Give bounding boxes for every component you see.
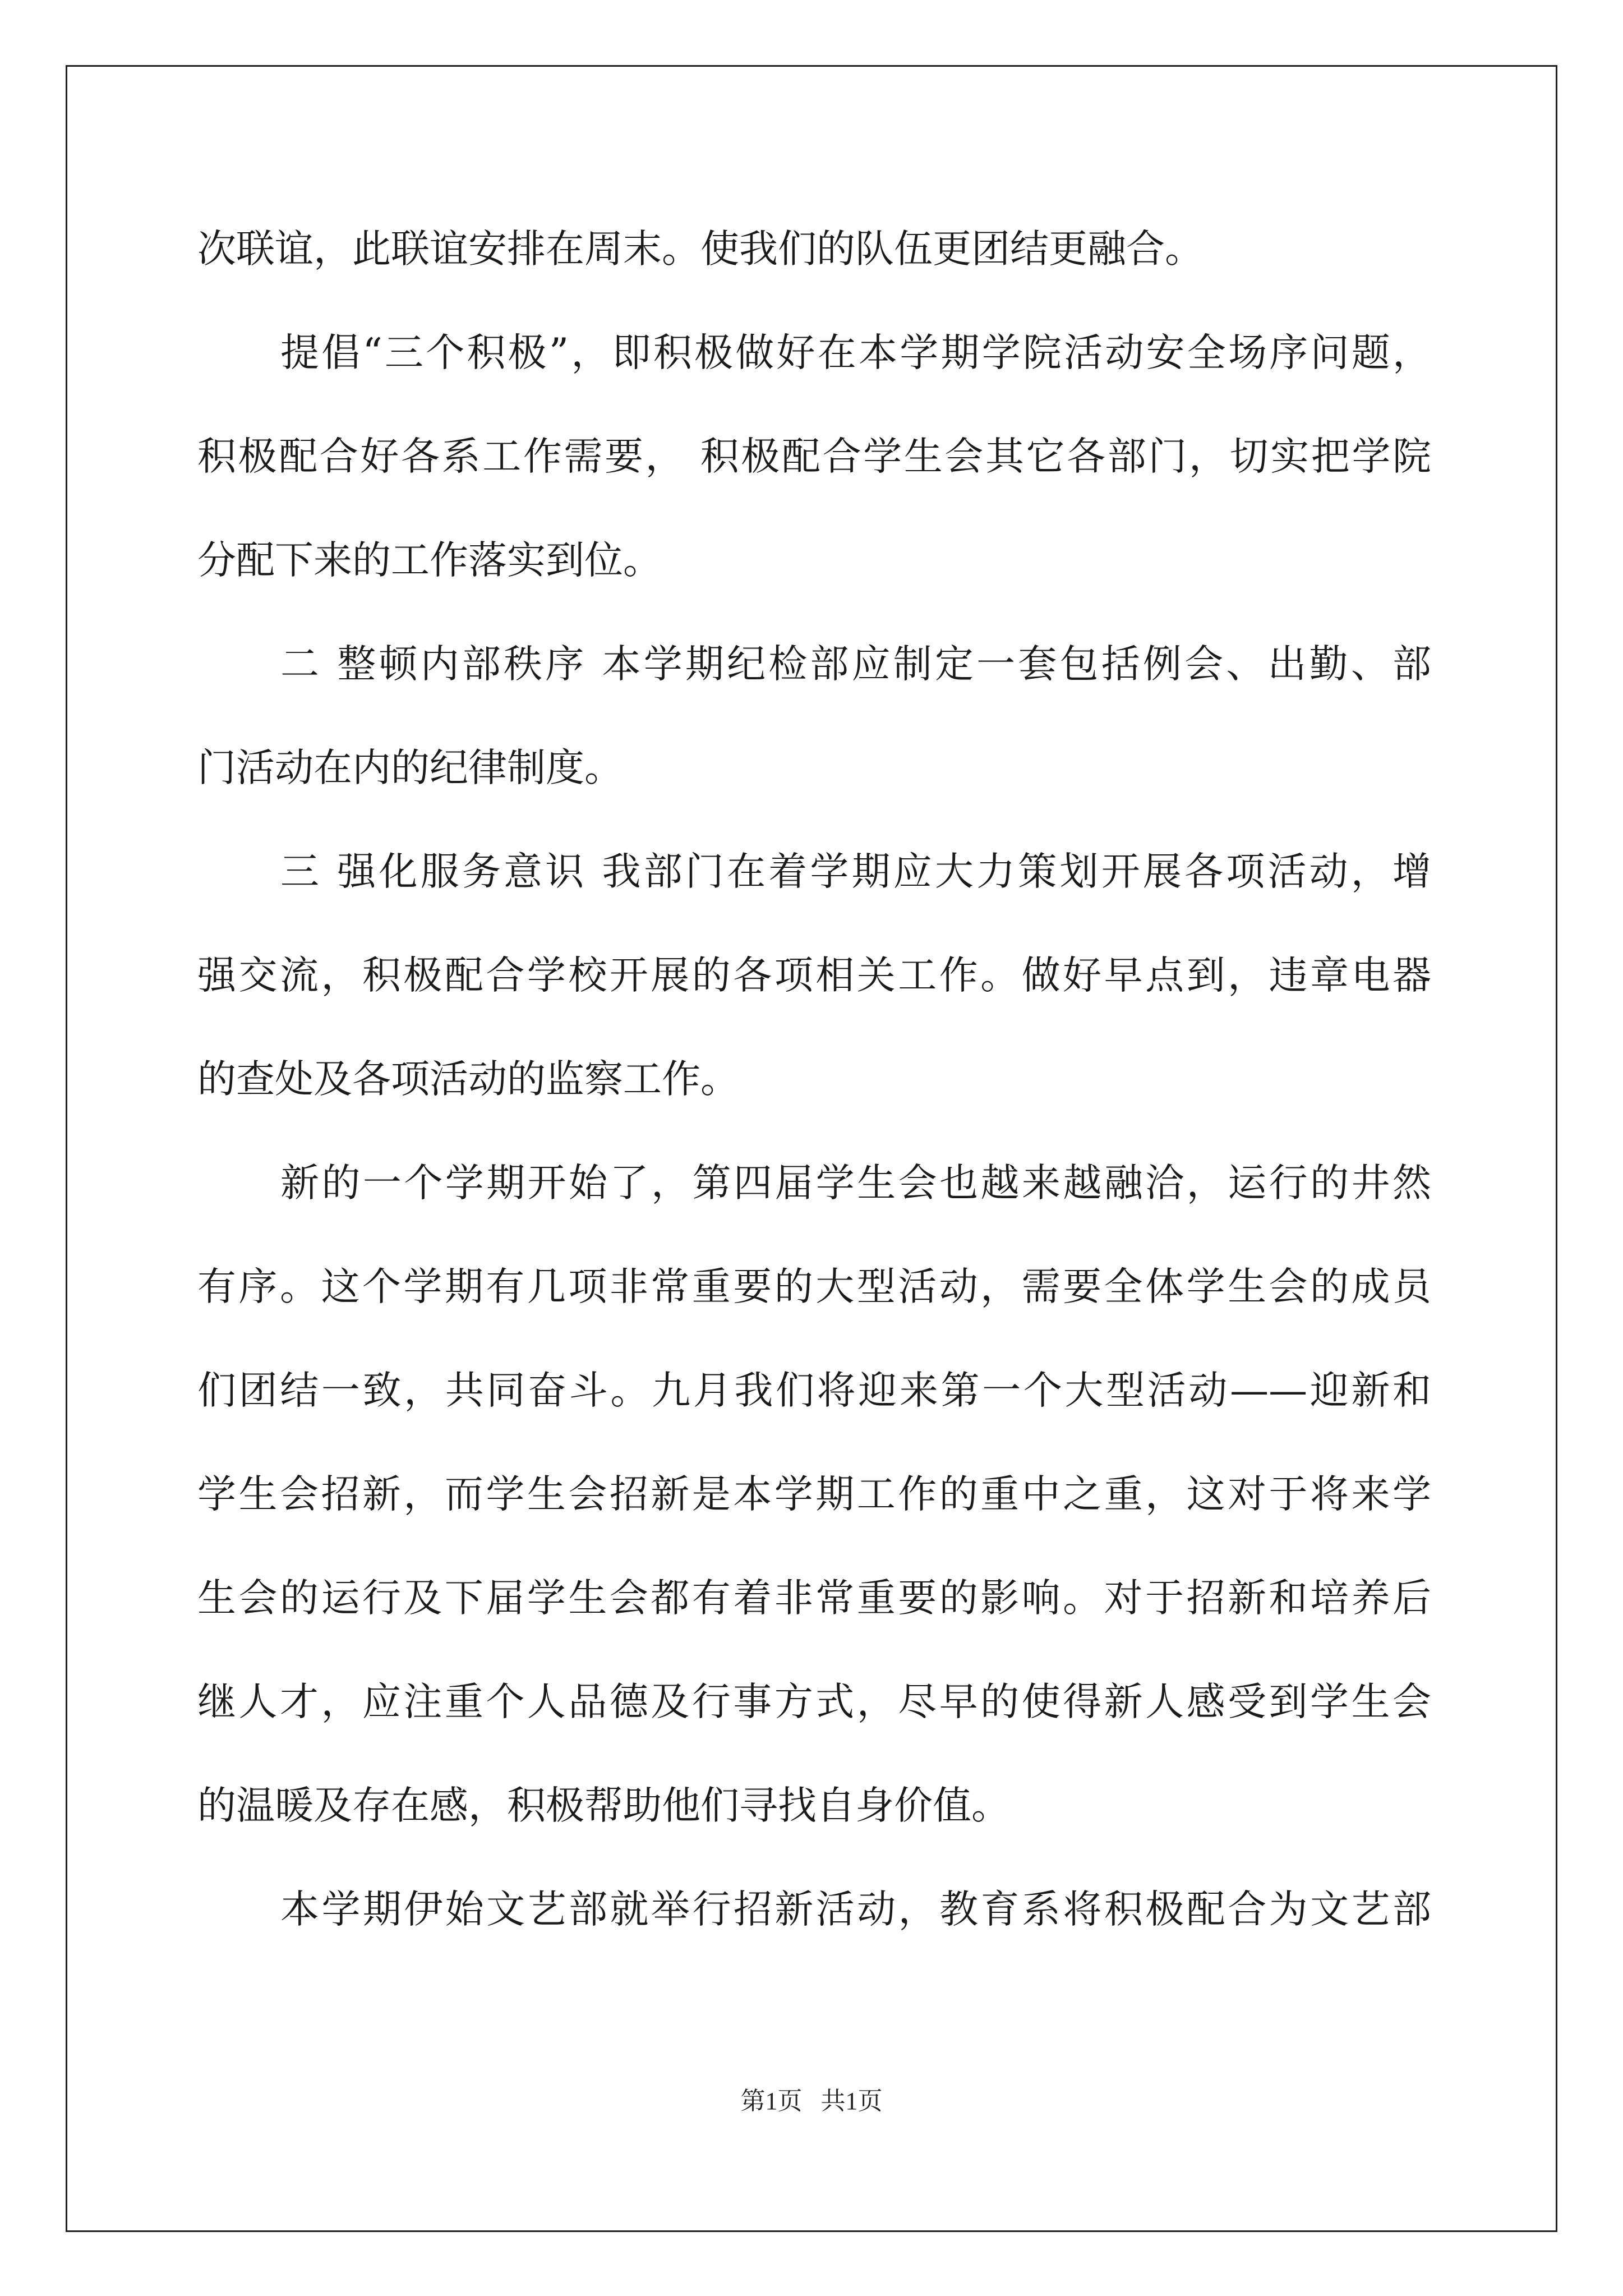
page-total: 共1页: [820, 2087, 883, 2115]
text-line: 门活动在内的纪律制度。: [197, 746, 623, 790]
text-line: 三 强化服务意识 我部门在着学期应大力策划开展各项活动，增: [280, 849, 1431, 894]
text-line: 生会的运行及下届学生会都有着非常重要的影响。对于招新和培养后: [197, 1576, 1431, 1621]
text-line: 的温暖及存在感，积极帮助他们寻找自身价值。: [197, 1783, 1010, 1828]
text-line: 提倡“三个积极”，即积极做好在本学期学院活动安全场序问题，: [280, 330, 1431, 375]
text-line: 分配下来的工作落实到位。: [197, 538, 662, 583]
text-line: 二 整顿内部秩序 本学期纪检部应制定一套包括例会、出勤、部: [280, 642, 1431, 687]
text-line: 继人才，应注重个人品德及行事方式，尽早的使得新人感受到学生会: [197, 1680, 1431, 1724]
document-body: [197, 219, 1431, 1983]
page-number: 第1页: [740, 2087, 803, 2115]
text-line: 有序。这个学期有几项非常重要的大型活动，需要全体学生会的成员: [197, 1264, 1431, 1309]
text-line: 们团结一致，共同奋斗。九月我们将迎来第一个大型活动——迎新和: [197, 1368, 1431, 1413]
text-line: 新的一个学期开始了，第四届学生会也越来越融洽，运行的井然: [280, 1161, 1431, 1205]
text-line: 学生会招新，而学生会招新是本学期工作的重中之重，这对于将来学: [197, 1472, 1431, 1517]
text-line: 的查处及各项活动的监察工作。: [197, 1057, 739, 1102]
text-line: 本学期伊始文艺部就举行招新活动，教育系将积极配合为文艺部: [280, 1887, 1431, 1932]
text-line: 强交流，积极配合学校开展的各项相关工作。做好早点到，违章电器: [197, 953, 1431, 998]
text-line: 积极配合好各系工作需要， 积极配合学生会其它各部门，切实把学院: [197, 434, 1431, 479]
text-line: 次联谊，此联谊安排在周末。使我们的队伍更团结更融合。: [197, 227, 1204, 272]
page-footer: [0, 2085, 1623, 2118]
